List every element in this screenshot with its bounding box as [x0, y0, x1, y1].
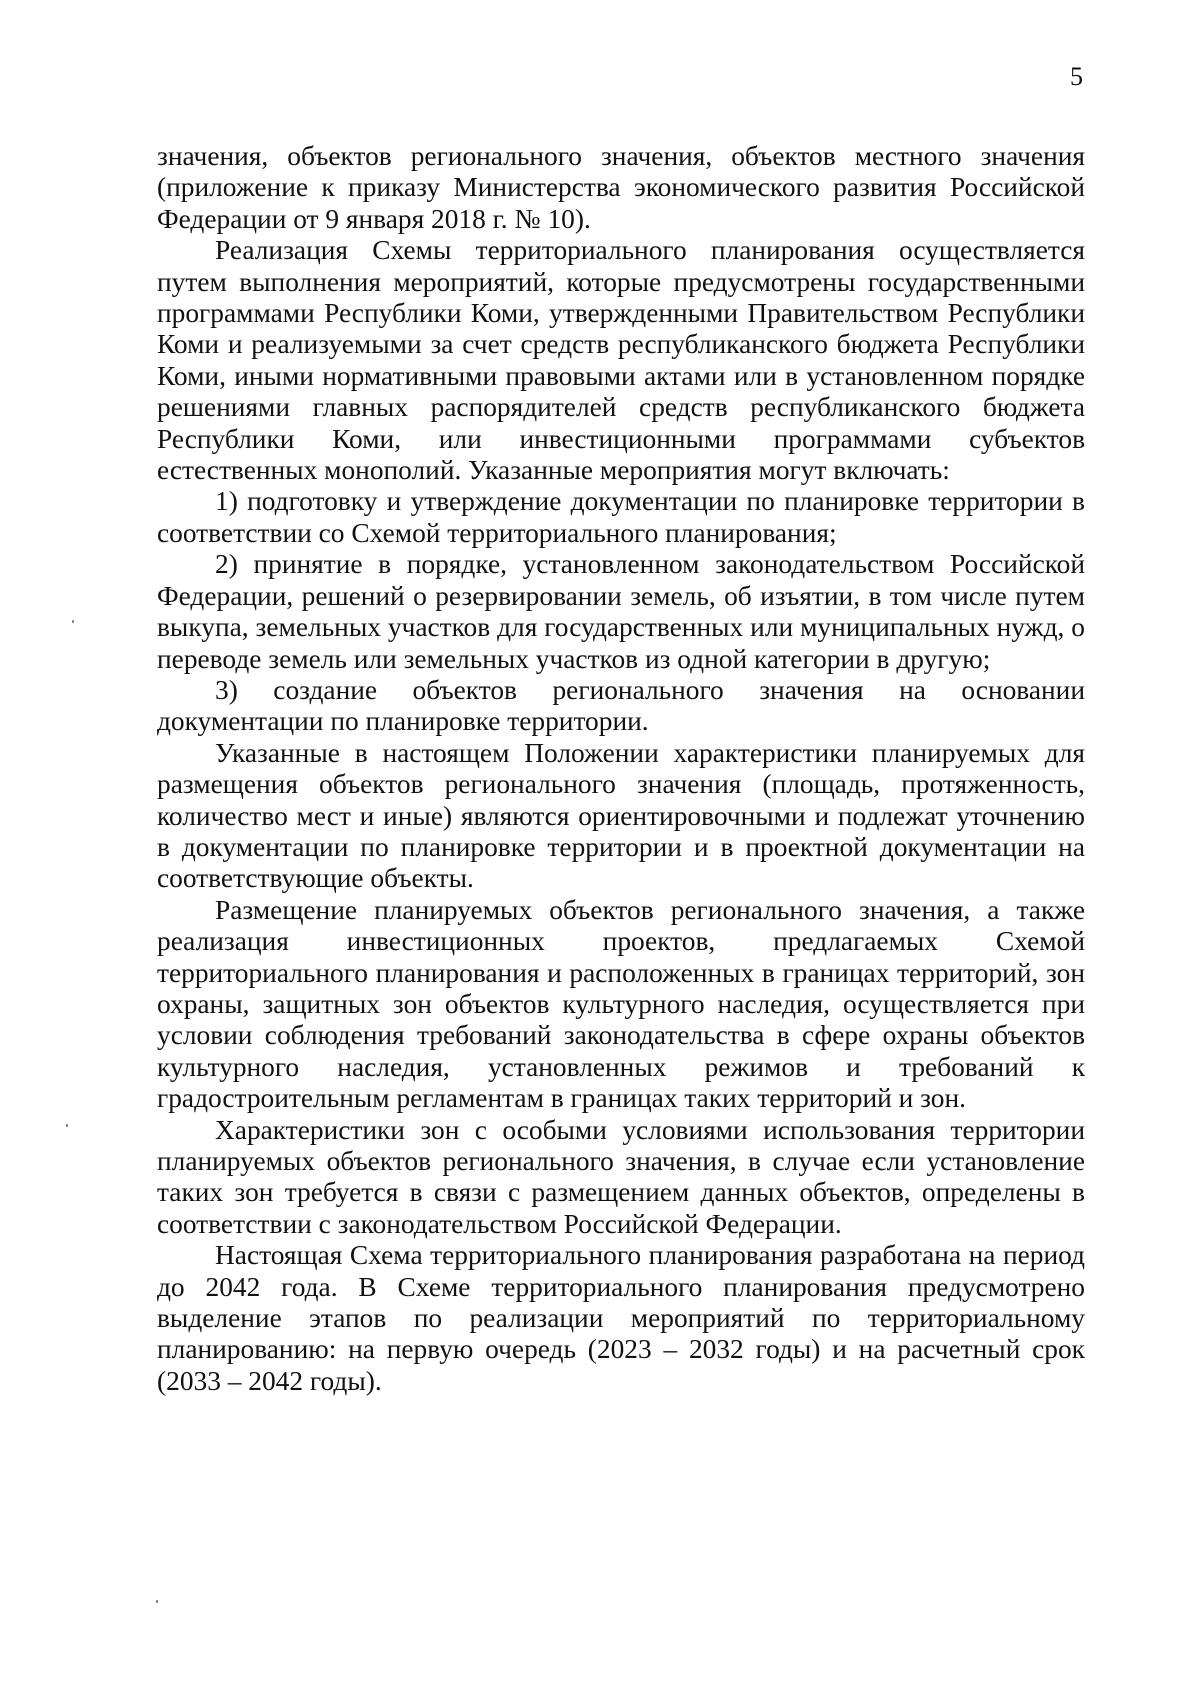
list-item-3: 3) создание объектов регионального значения на основании документации по планировке территории.: [157, 674, 1085, 737]
scan-speck: [72, 620, 74, 623]
paragraph-continuation: значения, объектов регионального значения, объектов местного значения (приложение к приказу Министерства экономического развития Российской Федерации от 9 января 2018 г. № 10).: [157, 141, 1085, 234]
paragraph-zones: Характеристики зон с особыми условиями использования территории планируемых объектов регионального значения, в случае если установление таких зон требуется в связи с размещением данных объектов, определены в соответствии с законодательством Российской Федерации.: [157, 1114, 1085, 1239]
paragraph-implementation: Реализация Схемы территориального планирования осуществляется путем выполнения мероприятий, которые предусмотрены государственными программами Республики Коми, утвержденными Правительством Республики Коми и реализуемыми за счет средств республиканского бюджета Республики Коми, иными нормативными правовыми актами или в установленном порядке решениями главных распорядителей средств республиканского бюджета Республики Коми, или инвестиционными программами субъектов естественных монополий. Указанные мероприятия могут включать:: [157, 235, 1085, 486]
scan-speck: [156, 1600, 158, 1603]
scan-speck: [66, 1124, 68, 1127]
page-number: 5: [1070, 62, 1083, 91]
document-body: [157, 141, 1085, 1397]
list-item-2: 2) принятие в порядке, установленном законодательством Российской Федерации, решений о резервировании земель, об изъятии, в том числе путем выкупа, земельных участков для государственных или муниципальных нужд, о переводе земель или земельных участков из одной категории в другую;: [157, 549, 1085, 674]
paragraph-placement: Размещение планируемых объектов регионального значения, а также реализация инвестиционных проектов, предлагаемых Схемой территориального планирования и расположенных в границах территорий, зон охраны, защитных зон объектов культурного наследия, осуществляется при условии соблюдения требований законодательства в сфере охраны объектов культурного наследия, установленных режимов и требований к градостроительным регламентам в границах таких территорий и зон.: [157, 894, 1085, 1114]
paragraph-characteristics: Указанные в настоящем Положении характеристики планируемых для размещения объектов регионального значения (площадь, протяженность, количество мест и иные) являются ориентировочными и подлежат уточнению в документации по планировке территории и в проектной документации на соответствующие объекты.: [157, 737, 1085, 894]
paragraph-period: Настоящая Схема территориального планирования разработана на период до 2042 года. В Схеме территориального планирования предусмотрено выделение этапов по реализации мероприятий по территориальному планированию: на первую очередь (2023 – 2032 годы) и на расчетный срок (2033 – 2042 годы).: [157, 1240, 1085, 1396]
list-item-1: 1) подготовку и утверждение документации по планировке территории в соответствии со Схемой территориального планирования;: [157, 486, 1085, 548]
